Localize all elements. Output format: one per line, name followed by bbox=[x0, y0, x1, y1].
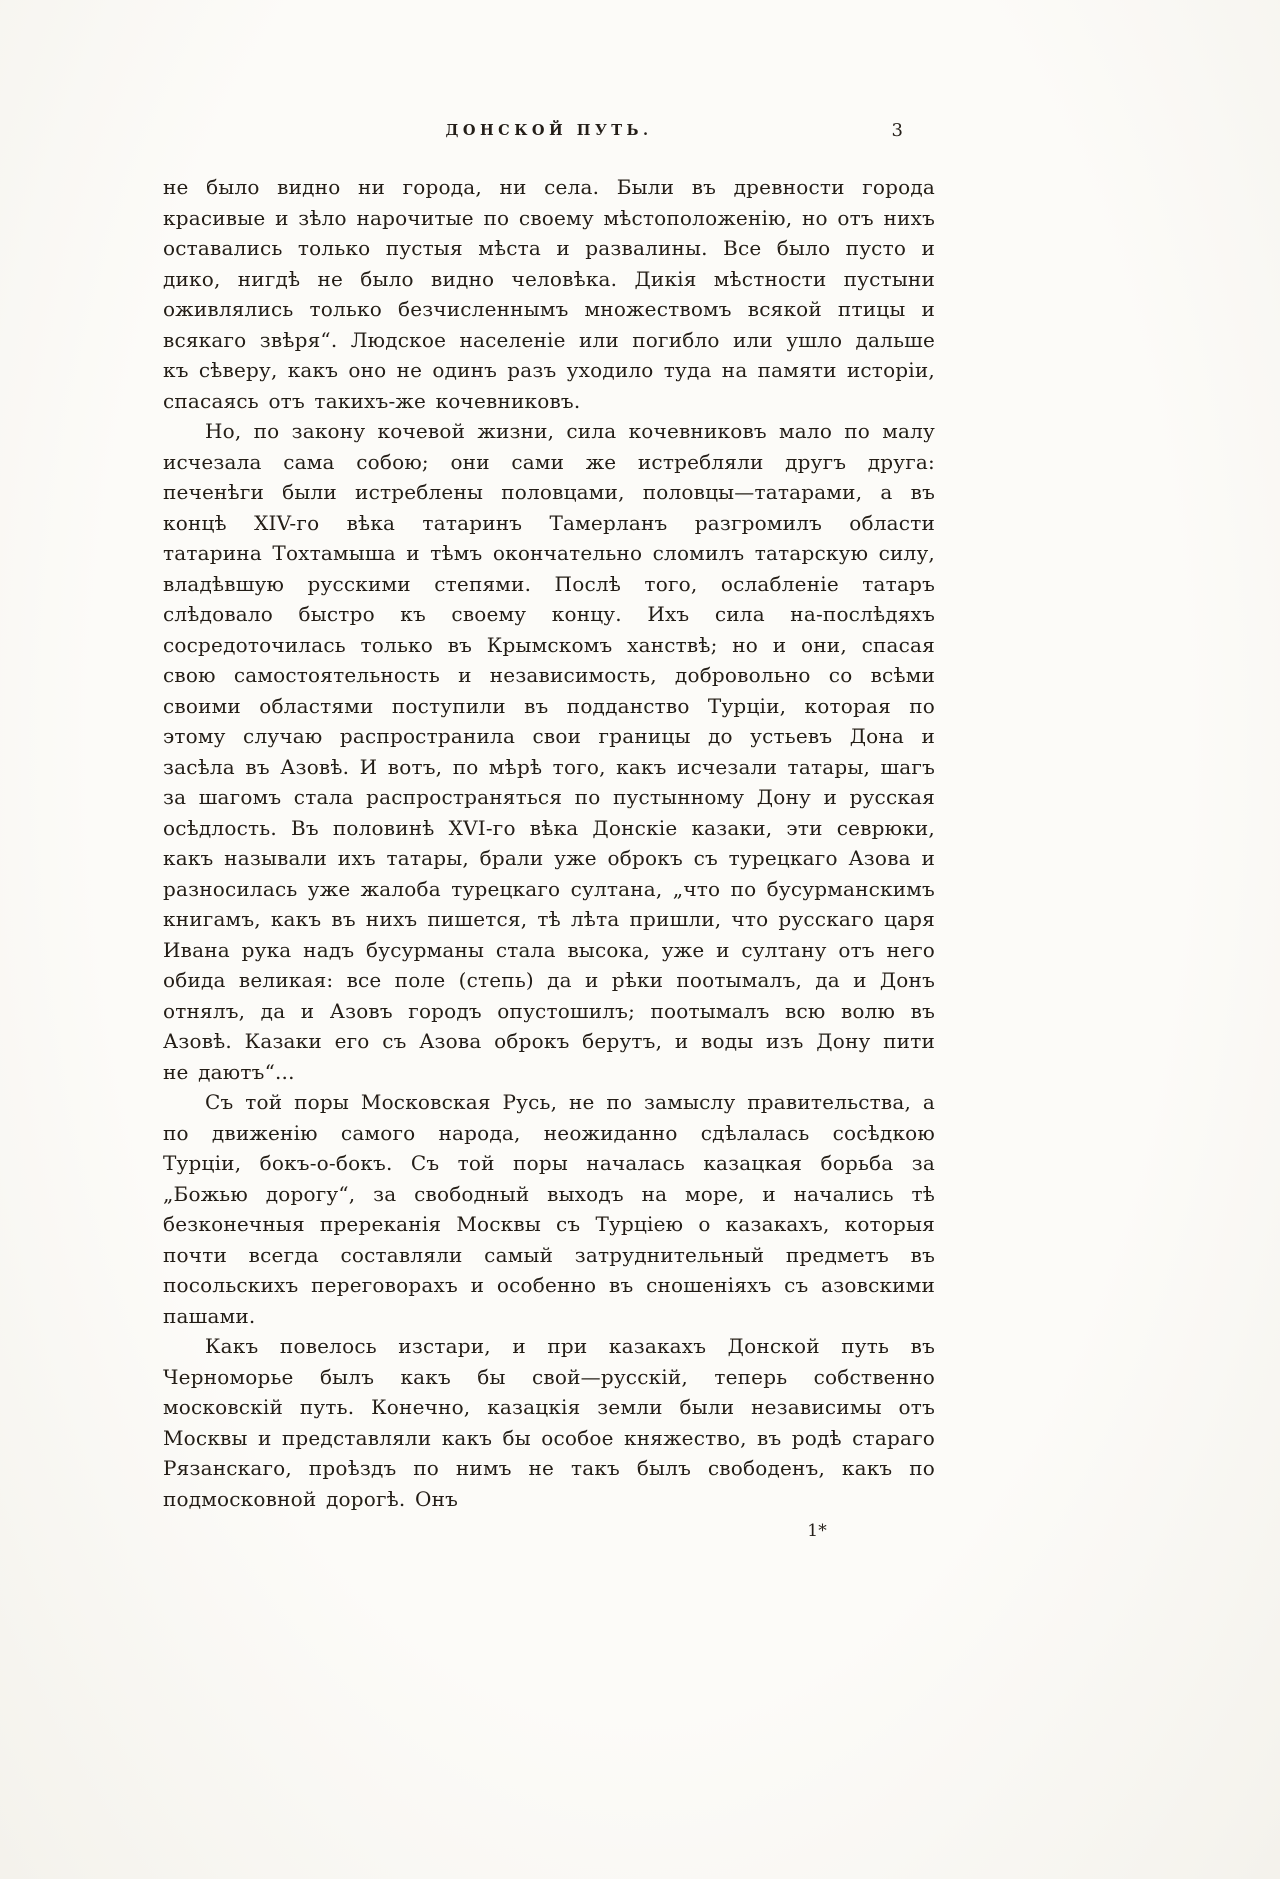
paragraph-continuation: не было видно ни города, ни села. Были въ древности города красивые и зѣло нарочитые по своему мѣстоположенію, но отъ нихъ оставались только пустыя мѣста и развалины. Все было пусто и дико, нигдѣ не было видно человѣка. Дикія мѣстности пустыни оживлялись только безчисленнымъ множествомъ всякой птицы и всякаго звѣря“. Людское населеніе или погибло или ушло дальше къ сѣверу, какъ оно не одинъ разъ уходило туда на памяти исторіи, спасаясь отъ такихъ-же кочевниковъ. bbox=[163, 175, 935, 413]
paragraph: Съ той поры Московская Русь, не по замыслу правительства, а по движенію самого народа, неожиданно сдѣлалась сосѣдкою Турціи, бокъ-о-бокъ. Съ той поры началась казацкая борьба за „Божью дорогу“, за свободный выходъ на море, и начались тѣ безконечныя пререканія Москвы съ Турціею о казакахъ, которыя почти всегда составляли самый затруднительный предметъ въ посольскихъ переговорахъ и особенно въ сношеніяхъ съ азовскими пашами. bbox=[163, 1090, 935, 1328]
page-number: 3 bbox=[891, 120, 903, 141]
running-title: ДОНСКОЙ ПУТЬ. bbox=[445, 122, 653, 139]
signature-mark: 1* bbox=[807, 1521, 827, 1541]
text-block bbox=[163, 172, 935, 1546]
paragraph: Какъ повелось изстари, и при казакахъ Донской путь въ Черноморье былъ какъ бы свой—русскій, теперь собственно московскій путь. Конечно, казацкія земли были независимы отъ Москвы и представляли какъ бы особое княжество, въ родѣ стараго Рязанскаго, проѣздъ по нимъ не такъ былъ свободенъ, какъ по подмосковной дорогѣ. Онъ bbox=[163, 1334, 935, 1511]
paragraph: Но, по закону кочевой жизни, сила кочевниковъ мало по малу исчезала сама собою; они сами же истребляли другъ друга: печенѣги были истреблены половцами, половцы—татарами, а въ концѣ XIV-го вѣка татаринъ Тамерланъ разгромилъ области татарина Тохтамыша и тѣмъ окончательно сломилъ татарскую силу, владѣвшую русскими степями. Послѣ того, ослабленіе татаръ слѣдовало быстро къ своему концу. Ихъ сила на-послѣдяхъ сосредоточилась только въ Крымскомъ ханствѣ; но и они, спасая свою самостоятельность и независимость, добровольно со всѣми своими областями поступили въ подданство Турціи, которая по этому случаю распространила свои границы до устьевъ Дона и засѣла въ Азовѣ. И вотъ, по мѣрѣ того, какъ исчезали татары, шагъ за шагомъ стала распространяться по пустынному Дону и русская осѣдлость. Въ половинѣ XVI-го вѣка Донскіе казаки, эти севрюки, какъ называли ихъ татары, брали уже оброкъ съ турецкаго Азова и разносилась уже жалоба турецкаго султана, „что по бусурманскимъ книгамъ, какъ въ нихъ пишется, тѣ лѣта пришли, что русскаго царя Ивана рука надъ бусурманы стала высока, уже и султану отъ него обида великая: все поле (степь) да и рѣки поотымалъ, да и Донъ отнялъ, да и Азовъ городъ опустошилъ; поотымалъ всю волю въ Азовѣ. Казаки его съ Азова оброкъ берутъ, и воды изъ Дону пити не даютъ“... bbox=[163, 419, 935, 1084]
page-header bbox=[163, 122, 935, 146]
